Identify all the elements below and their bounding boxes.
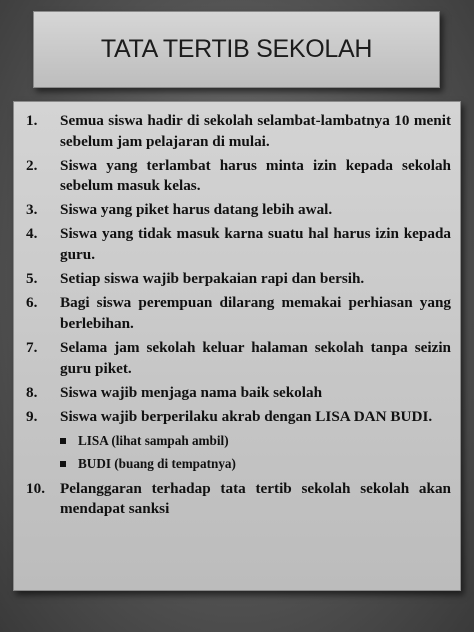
rule-text: Selama jam sekolah keluar halaman sekolah tanpa seizin guru piket.	[60, 338, 451, 377]
rule-item-7	[26, 338, 451, 379]
rule-item-3	[26, 200, 451, 221]
rule-number: 8.	[26, 383, 38, 401]
rules-list	[26, 111, 451, 520]
sub-item-budi	[60, 454, 451, 474]
rule-number: 10.	[26, 479, 45, 497]
square-bullet-icon	[60, 438, 66, 444]
rule-text: Siswa wajib menjaga nama baik sekolah	[60, 383, 323, 401]
sub-item-text: LISA (lihat sampah ambil)	[78, 432, 229, 448]
rule-text: Siswa yang piket harus datang lebih awal.	[60, 201, 333, 219]
rule-text: Siswa yang tidak masuk karna suatu hal harus izin kepada guru.	[60, 225, 451, 264]
rule-item-9-sublist	[26, 431, 451, 474]
rule-item-1	[26, 111, 451, 152]
rule-item-2	[26, 156, 451, 197]
rule-item-5	[26, 269, 451, 290]
sub-list	[26, 431, 451, 474]
rule-item-4	[26, 224, 451, 265]
square-bullet-icon	[60, 461, 66, 467]
rule-item-6	[26, 293, 451, 334]
rule-number: 6.	[26, 294, 38, 312]
rule-text: Bagi siswa perempuan dilarang memakai perhiasan yang berlebihan.	[60, 294, 451, 332]
sub-item-text: BUDI (buang di tempatnya)	[78, 455, 236, 471]
rule-text: Siswa yang terlambat harus minta izin kepada sekolah sebelum masuk kelas.	[60, 156, 451, 195]
rule-number: 1.	[26, 112, 38, 129]
rule-number: 9.	[26, 407, 38, 425]
rule-text: Siswa wajib berperilaku akrab dengan LISA DAN BUDI.	[60, 407, 433, 425]
rule-text: Semua siswa hadir di sekolah selambat-lambatnya 10 menit sebelum jam pelajaran di mulai.	[60, 112, 451, 150]
rule-item-8	[26, 383, 451, 404]
rule-text: Pelanggaran terhadap tata tertib sekolah sekolah akan mendapat sanksi	[60, 479, 451, 518]
page-title: TATA TERTIB SEKOLAH	[100, 35, 373, 63]
rule-text: Setiap siswa wajib berpakaian rapi dan bersih.	[60, 270, 365, 288]
rule-item-10	[26, 479, 451, 520]
rule-number: 4.	[26, 225, 38, 243]
rule-number: 7.	[26, 338, 38, 356]
title-box	[33, 11, 440, 88]
sub-item-lisa	[60, 431, 451, 451]
rule-number: 5.	[26, 270, 38, 288]
rules-box	[13, 101, 461, 591]
rule-item-9	[26, 407, 451, 428]
rule-number: 2.	[26, 156, 38, 174]
rule-number: 3.	[26, 201, 38, 219]
